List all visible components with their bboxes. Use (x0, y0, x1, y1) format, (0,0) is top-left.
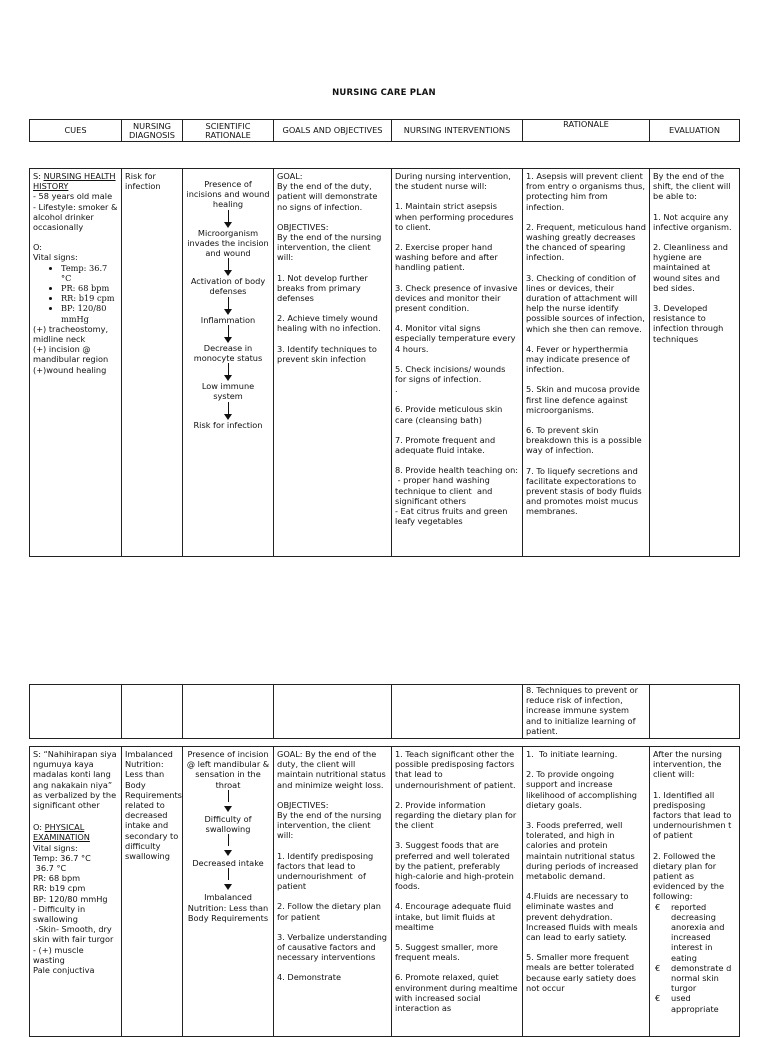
intervention-item: 2. Provide information regarding the dietary plan for the client (395, 799, 519, 831)
goal-text: GOAL: By the end of the duty, the client will maintain nutritional status and minimize weight loss. (277, 749, 389, 790)
flow-node: Microorganism invades the incision and wound (187, 227, 269, 259)
rationale-item: 1. To initiate learning. (526, 749, 618, 759)
objective-item: 4. Demonstrate (277, 972, 342, 983)
empty-cell (183, 685, 274, 739)
flow-node: Presence of incisions and wound healing (186, 179, 270, 210)
down-arrow-icon (224, 363, 232, 381)
flow-node: Decrease in monocyte status (193, 342, 263, 364)
header-nursing-interventions: NURSING INTERVENTIONS (392, 120, 523, 142)
down-arrow-icon (224, 210, 232, 228)
intervention-item: 1. Teach significant other the possible predisposing factors that lead to undernourishment of patient. (395, 749, 517, 790)
vital-pr: • PR: 68 bpm (61, 283, 118, 293)
goal-text: GOAL: By the end of the duty, patient will demonstrate no signs of infection. (277, 171, 378, 212)
intervention-item: 1. Maintain strict asepsis when performing procedures to client. (395, 201, 517, 232)
interventions-cell (392, 747, 523, 1037)
empty-cell (392, 685, 523, 739)
rationale-item: 4. Fever or hyperthermia may indicate presence of infection. (526, 343, 633, 375)
rationale-item: 3. Foods preferred, well tolerated, and high in calories and protein maintain nutritional status during periods of increased metabolic demand. (526, 820, 641, 882)
empty-cell (274, 685, 392, 739)
intervention-item: 2. Exercise proper hand washing before and after handling patient. (395, 242, 501, 273)
goals-objectives-cell (274, 169, 392, 557)
evaluation-cell (650, 169, 740, 557)
rationale-item: 3. Checking of condition of lines or devices, their duration of attachment will help the nurse identify possible sources of infection, which she then can remove. (526, 272, 648, 334)
cue-line: - (+) muscle wasting (33, 944, 84, 965)
flow-node: Imbalanced Nutrition: Less than Body Requirements (187, 892, 269, 923)
intervention-item: 8. Provide health teaching on: - proper hand washing technique to client and significant others - Eat citrus fruits and green leafy vegetables (395, 465, 519, 527)
empty-cell (122, 685, 183, 739)
evaluation-bullet: € demonstrate d normal skin turgor (655, 962, 732, 994)
cue-line: Vital signs: (33, 252, 78, 263)
header-rationale: RATIONALE (523, 120, 650, 142)
vital-signs-list (33, 263, 118, 324)
intervention-item: 6. Provide meticulous skin care (cleansing bath) (395, 404, 505, 425)
down-arrow-icon (224, 790, 232, 812)
flow-node: Risk for infection (193, 419, 263, 430)
cue-line: 36.7 °C (33, 863, 67, 874)
subjective-cue: S: “Nahihirapan siya ngumuya kaya madalas konti lang ang nakakain niya” as verbalized by the significant other (33, 749, 117, 811)
header-goals-objectives: GOALS AND OBJECTIVES (274, 120, 392, 142)
header-evaluation: EVALUATION (650, 120, 740, 142)
cue-line: - Lifestyle: smoker & alcohol drinker occasionally (33, 201, 118, 233)
cue-line: BP: 120/80 mmHg (33, 893, 108, 904)
page-title: NURSING CARE PLAN (332, 88, 436, 98)
flow-node: Decreased intake (192, 858, 264, 869)
evaluation-intro: After the nursing intervention, the client will: (653, 749, 725, 780)
down-arrow-icon (224, 297, 232, 315)
intervention-item: 4. Monitor vital signs especially temperature every 4 hours. (395, 323, 519, 354)
interventions-cell (392, 169, 523, 557)
cue-line: (+)wound healing (33, 364, 107, 375)
rationale-item: 5. Skin and mucosa provide first line defence against microorganisms. (526, 384, 643, 415)
flow-node: Inflammation (200, 314, 256, 325)
cue-line: PR: 68 bpm (33, 873, 81, 884)
care-plan-row-nutrition (29, 746, 740, 1037)
rationale-item: 4.Fluids are necessary to eliminate wastes and prevent dehydration. Increased fluids with meals can lead to early satiety. (526, 891, 641, 943)
intervention-item: 7. Promote frequent and adequate fluid intake. (395, 434, 498, 456)
evaluation-bullet: € used appropriate (655, 993, 719, 1014)
intervention-intro: During nursing intervention, the student nurse will: (395, 171, 514, 192)
evaluation-item: 2. Cleanliness and hygiene are maintained at wound sites and bed sides. (653, 242, 731, 293)
rationale-cell (523, 747, 650, 1037)
rationale-item: 2. Frequent, meticulous hand washing greatly decreases the chanced of spearing infection. (526, 221, 649, 263)
evaluation-bullets (653, 902, 736, 1014)
rationale-item: 5. Smaller more frequent meals are better tolerated because early satiety does not occur (526, 952, 639, 993)
euro-bullet-icon: € (655, 962, 661, 973)
rationale-item: 1. Asepsis will prevent client from entry o organisms thus, protecting him from infection. (526, 171, 648, 212)
objectives-text: OBJECTIVES: By the end of the nursing intervention, the client will: (277, 799, 382, 841)
cue-line: - 58 years old male (33, 191, 113, 202)
euro-bullet-icon: € (655, 993, 661, 1004)
header-table (29, 119, 740, 142)
nursing-diagnosis-cell: Imbalanced Nutrition: Less than Body Requirements related to decreased intake and secondary to difficulty swallowing (122, 747, 183, 1037)
vital-bp: • BP: 120/80 mmHg (61, 303, 118, 323)
header-scientific-rationale: SCIENTIFIC RATIONALE (183, 120, 274, 142)
header-nursing-diagnosis: NURSING DIAGNOSIS (122, 120, 183, 142)
subjective-prefix: S: (33, 171, 44, 181)
rationale-cell (523, 169, 650, 557)
care-plan-row-infection (29, 168, 740, 557)
down-arrow-icon (224, 868, 232, 890)
cue-line: -Skin- Smooth, dry skin with fair turgor (33, 924, 115, 945)
objective-item: 3. Verbalize understanding of causative factors and necessary interventions (277, 931, 390, 963)
cue-line: (+) tracheostomy, midline neck (33, 323, 109, 345)
down-arrow-icon (224, 834, 232, 856)
evaluation-cell (650, 747, 740, 1037)
objective-item: 1. Identify predisposing factors that lead to undernourishment of patient (277, 850, 376, 892)
evaluation-item: 1. Not acquire any infective organism. (653, 211, 732, 232)
physical-exam-link: PHYSICAL EXAMINATION (33, 822, 90, 843)
intervention-item: 3. Check presence of invasive devices and monitor their present condition. (395, 282, 521, 314)
health-history-link: NURSING HEALTH HISTORY (33, 171, 116, 192)
care-plan-row-continuation (29, 684, 740, 739)
rationale-item: 7. To liquefy secretions and facilitate expectorations to prevent stasis of body fluids and promotes moist mucus membranes. (526, 465, 645, 517)
header-cues: CUES (30, 120, 122, 142)
evaluation-intro: By the end of the shift, the client will be able to: (653, 171, 734, 202)
evaluation-item: 3. Developed resistance to infection through techniques (653, 303, 726, 344)
empty-cell (650, 685, 740, 739)
cues-cell (30, 169, 122, 557)
scientific-rationale-flow (183, 747, 274, 1037)
objective-item: 1. Not develop further breaks from primary defenses (277, 272, 371, 304)
vital-temp: • Temp: 36.7 °C (61, 263, 118, 283)
cue-line: Pale conjuctiva (33, 965, 95, 976)
objective-item: 2. Follow the dietary plan for patient (277, 901, 384, 922)
cue-line: (+) incision @ mandibular region (33, 344, 109, 365)
cue-line: Temp: 36.7 °C (33, 852, 91, 863)
empty-cell (30, 685, 122, 739)
objective-item: 3. Identify techniques to prevent skin infection (277, 343, 380, 364)
intervention-item: 4. Encourage adequate fluid intake, but limit fluids at mealtime (395, 901, 514, 932)
intervention-item: 3. Suggest foods that are preferred and well tolerated by the patient, preferably high-calorie and high-protein foods. (395, 840, 517, 892)
cue-line: RR: b19 cpm (33, 883, 86, 894)
rationale-continuation-cell: 8. Techniques to prevent or reduce risk of infection, increase immune system and to initialize learning of patient. (523, 685, 650, 739)
scientific-rationale-flow (183, 169, 274, 557)
cue-line: O: (33, 242, 43, 253)
objective-prefix: O: (33, 822, 45, 833)
down-arrow-icon (224, 325, 232, 343)
down-arrow-icon (224, 258, 232, 276)
down-arrow-icon (224, 402, 232, 420)
rationale-item: 6. To prevent skin breakdown this is a possible way of infection. (526, 425, 645, 456)
flow-node: Difficulty of swallowing (204, 813, 252, 835)
evaluation-item: 1. Identified all predisposing factors that lead to undernourishmen t of patient (653, 789, 737, 841)
flow-node: Presence of incision @ left mandibular & sensation in the throat (186, 749, 270, 790)
intervention-item: 6. Promote relaxed, quiet environment during mealtime with increased social interaction as (395, 972, 521, 1014)
nursing-diagnosis-cell: Risk for infection (122, 169, 183, 557)
objective-item: 2. Achieve timely wound healing with no infection. (277, 313, 381, 334)
intervention-item: 5. Suggest smaller, more frequent meals. (395, 942, 501, 963)
flow-node: Low immune system (201, 381, 255, 402)
cue-line (33, 232, 118, 242)
objectives-text: OBJECTIVES: By the end of the nursing intervention, the client will: (277, 221, 382, 263)
rationale-item: 2. To provide ongoing support and increase likelihood of accomplishing dietary goals. (526, 769, 640, 810)
evaluation-item: 2. Followed the dietary plan for patient as evidenced by the following: (653, 850, 727, 902)
goals-objectives-cell (274, 747, 392, 1037)
flow-node: Activation of body defenses (190, 276, 266, 297)
intervention-item: 5. Check incisions/ wounds for signs of infection. . (395, 363, 506, 395)
euro-bullet-icon: € (655, 901, 661, 912)
vital-rr: • RR: b19 cpm (61, 293, 118, 303)
cue-line: Vital signs: (33, 842, 78, 853)
cues-cell (30, 747, 122, 1037)
evaluation-bullet: € reported decreasing anorexia and increased interest in eating (655, 901, 725, 963)
cue-line: - Difficulty in swallowing (33, 903, 86, 925)
